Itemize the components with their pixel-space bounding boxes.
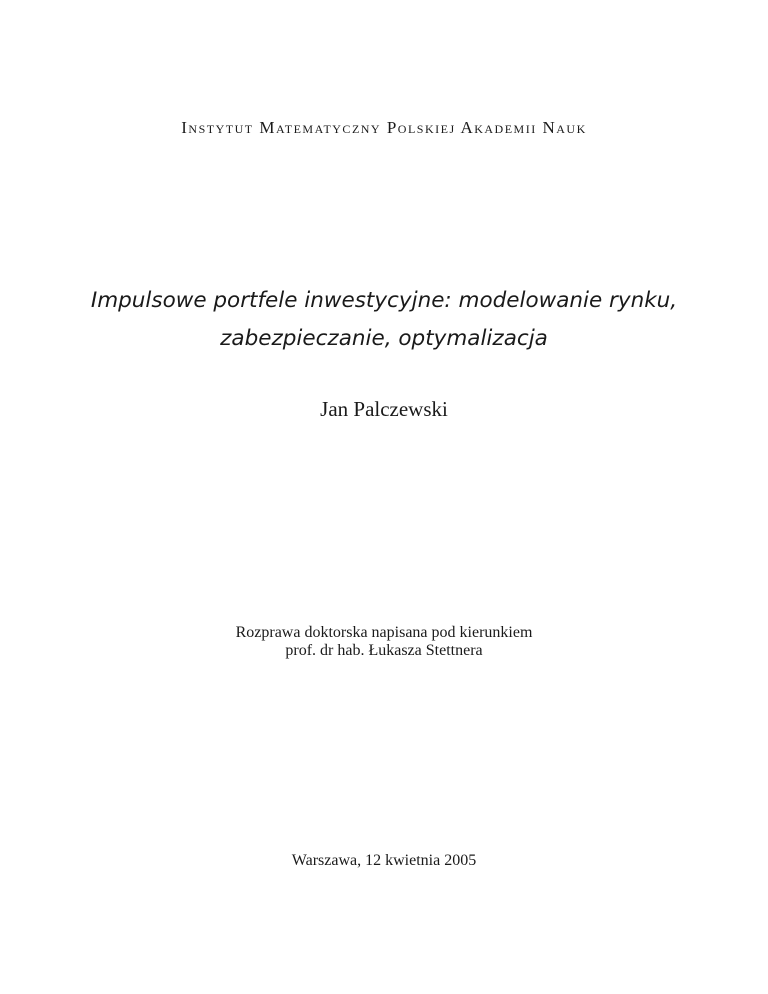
place-and-date: Warszawa, 12 kwietnia 2005 <box>291 852 477 869</box>
supervision-line-2: prof. dr hab. Łukasza Stettnera <box>285 642 483 659</box>
thesis-title-line-2: zabezpieczanie, optymalizacja <box>220 326 548 351</box>
thesis-title <box>60 282 708 358</box>
supervision-line-1: Rozprawa doktorska napisana pod kierunkiem <box>235 624 533 641</box>
supervision-note <box>0 624 768 660</box>
thesis-title-line-1: Impulsowe portfele inwestycyjne: modelowanie rynku, <box>90 288 678 313</box>
institute-name: Instytut Matematyczny Polskiej Akademii Nauk <box>181 118 587 137</box>
author-name: Jan Palczewski <box>320 397 448 421</box>
